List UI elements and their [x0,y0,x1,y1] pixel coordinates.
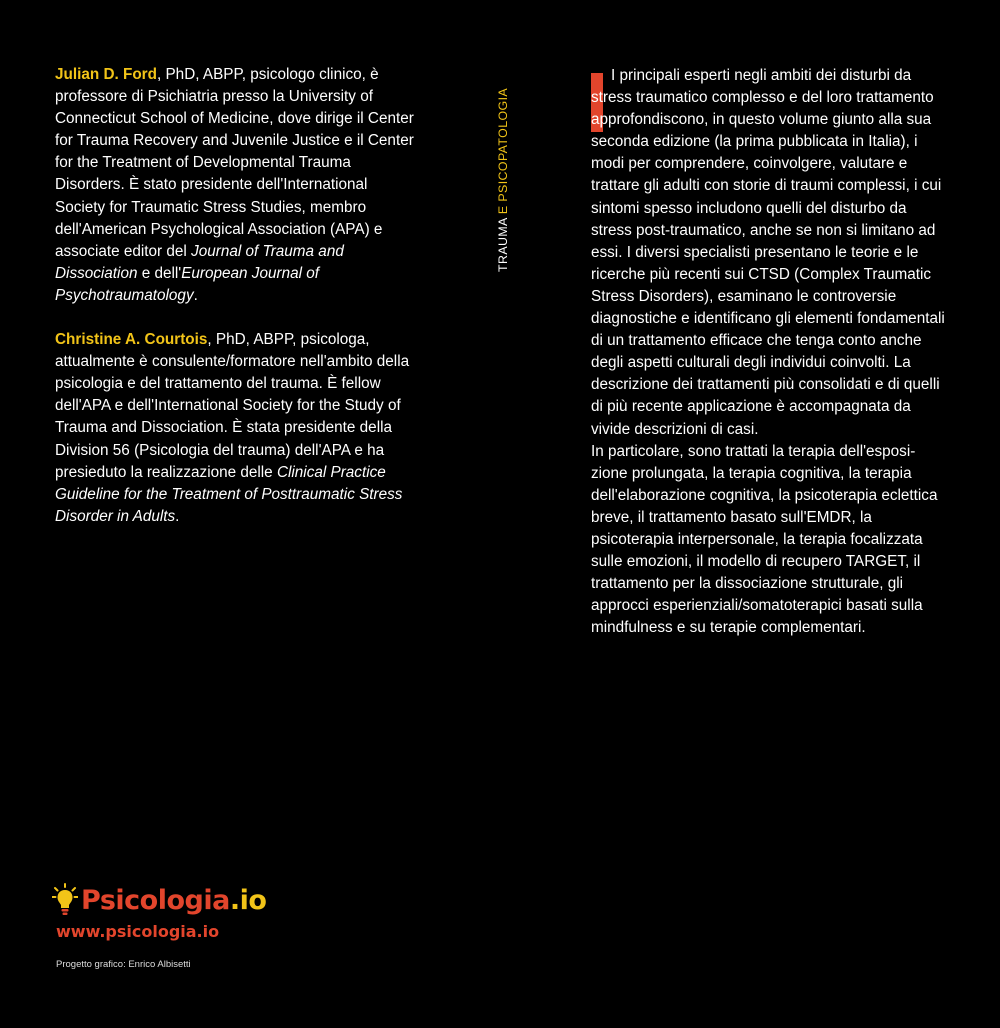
lightbulb-icon [52,883,78,917]
bio-courtois-text-1: , PhD, ABPP, psicologa, attualmente è consulente/formatore nell'ambito della psicologia e del trattamento del trauma. È fellow dell'APA e dell'International Society for the Study of Trauma and Dissociation. È stata presidente della Division 56 (Psicologia del trauma) dell'APA e ha presieduto la realizzazione delle [55,331,410,481]
series-word-1: TRAUMA [496,217,510,272]
guideline-title: Clinical Practice Guideline for the Treatment of Posttraumatic Stress Disorder in Adults [55,463,403,525]
bio-ford-text-2: e dell' [137,264,182,282]
bio-courtois-text-2: . [175,507,180,525]
bio-ford [55,64,415,307]
description-paragraph-1: I principali esperti negli ambiti dei disturbi da stress traumatico complesso e del loro trattamento approfondiscono, in questo volume giunto alla sua seconda edizione (la prima pubblicata in Italia), i modi per comprendere, coinvolgere, valutare e trattare gli adulti con storie di traumi complessi, i cui sintomi spesso includono quelli del disturbo da stress post-traumatico, anche se non si limitano ad essi. I diversi specialisti presentano le teorie e le ricerche più recenti sui CTSD (Complex Traumatic Stress Disorders), esaminano le controversie diagnostiche e identificano gli elementi fondamentali di un trattamento efficace che tenga conto anche degli aspetti culturali degli individui coinvolti. La descrizione dei trattamenti più consolidati e di quelli di più recente applicazione è accompagnata da vivide descrizioni di casi. [591,67,945,438]
publisher-website[interactable]: www.psicologia.io [56,922,220,941]
journal-title-1: Journal of Trauma and Dissociation [55,242,344,282]
series-title [496,88,510,272]
journal-title-2: European Journal of Psychotraumatology [55,264,319,304]
book-description [591,65,946,639]
bio-ford-text-1: , PhD, ABPP, psicologo clinico, è professore di Psichiatria presso la University of Connecticut School of Medicine, dove dirige il Center for Trauma Recovery and Juvenile Justice e il Center for the Treatment of Developmental Trauma Disorders. È stato presidente dell'International Society for Traumatic Stress Studies, membro dell'American Psychological Association (APA) e associate editor del [55,66,414,260]
author-name-ford: Julian D. Ford [55,66,157,83]
description-paragraph-2: In particolare, sono trattati la terapia dell'esposizione prolungata, la terapia cognitiva, la terapia dell'elaborazione cognitiva, la psicoterapia eclettica breve, il trattamento basato sull'EMDR, la psicoterapia interpersonale, la terapia focalizzata sulle emozioni, il modello di recupero TARGET, il trattamento per la dissociazione strutturale, gli approcci esperienziali/somatoterapici basati sulla mindfulness e su terapie complementari. [591,442,938,637]
bio-ford-text-3: . [193,286,198,304]
publisher-tld: .io [229,884,267,916]
design-credit: Progetto grafico: Enrico Albisetti [56,959,191,970]
publisher-word: Psicologia [81,884,230,916]
bio-courtois [55,329,415,528]
publisher-name [81,885,266,916]
series-word-2: E PSICOPATOLOGIA [496,87,510,215]
publisher-logo [52,880,266,920]
author-name-courtois: Christine A. Courtois [55,331,208,349]
author-bios [55,64,415,550]
